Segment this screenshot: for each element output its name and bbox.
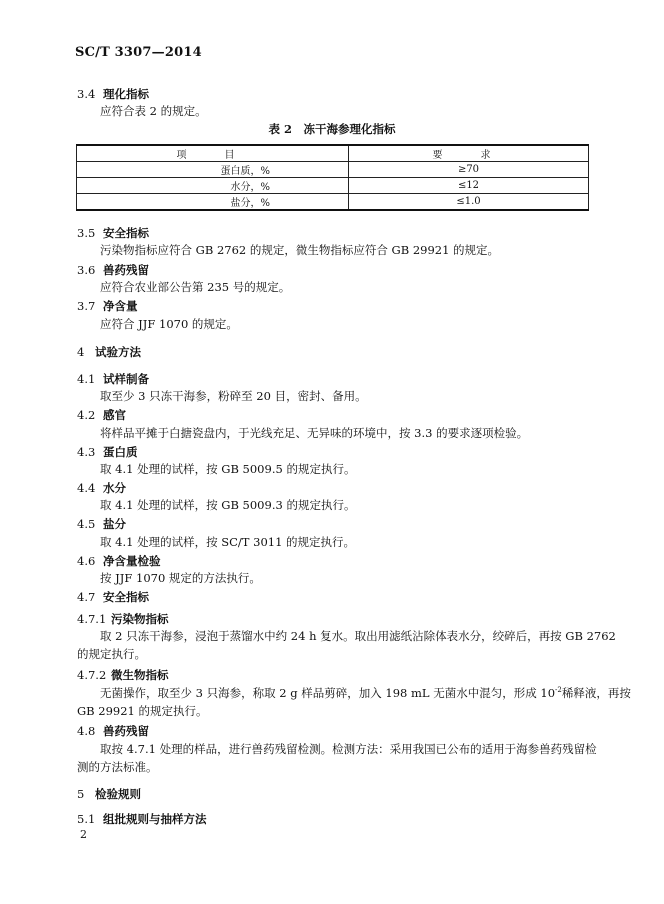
page-number: 2 xyxy=(80,828,87,841)
section-number: 4.3 xyxy=(77,445,96,459)
section-title: 安全指标 xyxy=(103,226,149,240)
section-title: 理化指标 xyxy=(103,87,149,101)
section-title: 试样制备 xyxy=(103,372,149,386)
section-4-2-heading xyxy=(77,407,126,423)
cell-item: 水分，% xyxy=(77,178,349,194)
section-3-6-body: 应符合农业部公告第 235 号的规定。 xyxy=(100,280,291,294)
cell-requirement: ≤12 xyxy=(349,178,589,194)
section-4-8-heading xyxy=(77,723,149,739)
section-title: 安全指标 xyxy=(103,590,149,604)
section-4-3-heading xyxy=(77,444,138,460)
section-3-5-heading xyxy=(77,225,149,241)
section-4-8-body-line2: 测的方法标准。 xyxy=(77,760,158,774)
section-4-7-2-heading xyxy=(77,667,169,683)
section-3-4-heading xyxy=(77,86,149,102)
section-number: 4.8 xyxy=(77,724,96,738)
section-4-5-body: 取 4.1 处理的试样，按 SC/T 3011 的规定执行。 xyxy=(100,535,356,549)
section-number: 5.1 xyxy=(77,812,96,826)
section-title: 兽药残留 xyxy=(103,724,149,738)
cell-item: 盐分，% xyxy=(77,194,349,211)
section-title: 微生物指标 xyxy=(111,668,169,682)
section-3-4-body: 应符合表 2 的规定。 xyxy=(100,104,207,118)
section-4-6-heading xyxy=(77,553,161,569)
physicochemical-table xyxy=(76,144,589,211)
table-row xyxy=(77,178,589,194)
section-title: 污染物指标 xyxy=(111,612,169,626)
section-number: 4.5 xyxy=(77,517,96,531)
section-4-6-body: 按 JJF 1070 规定的方法执行。 xyxy=(100,571,261,585)
section-number: 4.1 xyxy=(77,372,96,386)
section-4-4-body: 取 4.1 处理的试样，按 GB 5009.3 的规定执行。 xyxy=(100,498,356,512)
section-4-3-body: 取 4.1 处理的试样，按 GB 5009.5 的规定执行。 xyxy=(100,462,356,476)
section-number: 3.4 xyxy=(77,87,96,101)
section-number: 4.2 xyxy=(77,408,96,422)
section-4-1-body: 取至少 3 只冻干海参，粉碎至 20 目，密封、备用。 xyxy=(100,389,367,403)
section-number: 4.7.2 xyxy=(77,668,107,682)
standard-code-header: SC/T 3307—2014 xyxy=(75,45,202,60)
section-4-4-heading xyxy=(77,480,126,496)
section-3-7-heading xyxy=(77,298,138,314)
section-3-7-body: 应符合 JJF 1070 的规定。 xyxy=(100,317,238,331)
col-header-item: 项 目 xyxy=(77,145,349,162)
section-4-8-body-line1: 取按 4.7.1 处理的样品，进行兽药残留检测。检测方法：采用我国已公布的适用于海参兽药残留检 xyxy=(100,742,597,756)
section-title: 盐分 xyxy=(103,517,126,531)
section-number: 3.6 xyxy=(77,263,96,277)
cell-item: 蛋白质，% xyxy=(77,162,349,178)
section-title: 兽药残留 xyxy=(103,263,149,277)
section-4-2-body: 将样品平摊于白搪瓷盘内，于光线充足、无异味的环境中，按 3.3 的要求逐项检验。 xyxy=(100,426,529,440)
section-5-1-heading xyxy=(77,811,207,827)
section-4-7-1-body-line2: 的规定执行。 xyxy=(77,647,146,661)
cell-requirement: ≥70 xyxy=(349,162,589,178)
section-4-heading xyxy=(77,344,141,360)
section-4-5-heading xyxy=(77,516,126,532)
section-3-6-heading xyxy=(77,262,149,278)
section-title: 水分 xyxy=(103,481,126,495)
section-4-7-1-heading xyxy=(77,611,169,627)
dilution-exponent: -2 xyxy=(555,686,562,695)
section-number: 4.4 xyxy=(77,481,96,495)
section-number: 3.5 xyxy=(77,226,96,240)
section-4-7-2-body-line2: GB 29921 的规定执行。 xyxy=(77,704,208,718)
section-title: 净含量检验 xyxy=(103,554,161,568)
section-number: 4.7 xyxy=(77,590,96,604)
section-4-1-heading xyxy=(77,371,149,387)
section-number: 4.7.1 xyxy=(77,612,107,626)
body-text: 无菌操作，取至少 3 只海参，称取 2 g 样品剪碎，加入 198 mL 无菌水中混匀，形成 10 xyxy=(100,686,556,700)
section-4-7-1-body-line1: 取 2 只冻干海参，浸泡于蒸馏水中约 24 h 复水。取出用滤纸沾除体表水分，绞碎后，再按 GB 2762 xyxy=(100,629,616,643)
section-title: 感官 xyxy=(103,408,126,422)
section-4-7-2-body-line1 xyxy=(100,685,631,701)
section-title: 试验方法 xyxy=(95,345,141,359)
section-3-5-body: 污染物指标应符合 GB 2762 的规定，微生物指标应符合 GB 29921 的规定。 xyxy=(100,243,500,257)
section-title: 组批规则与抽样方法 xyxy=(103,812,207,826)
cell-requirement: ≤1.0 xyxy=(349,194,589,211)
table-row xyxy=(77,194,589,211)
table-header-row xyxy=(77,145,589,162)
section-number: 5 xyxy=(77,787,85,801)
section-4-7-heading xyxy=(77,589,149,605)
section-number: 3.7 xyxy=(77,299,96,313)
table-row xyxy=(77,162,589,178)
section-number: 4 xyxy=(77,345,85,359)
section-title: 检验规则 xyxy=(95,787,141,801)
table-caption: 表 2 冻干海参理化指标 xyxy=(268,122,396,136)
body-text: 稀释液，再按 xyxy=(561,686,631,700)
section-5-heading xyxy=(77,786,141,802)
section-title: 净含量 xyxy=(103,299,138,313)
section-title: 蛋白质 xyxy=(103,445,138,459)
section-number: 4.6 xyxy=(77,554,96,568)
col-header-requirement: 要 求 xyxy=(349,145,589,162)
